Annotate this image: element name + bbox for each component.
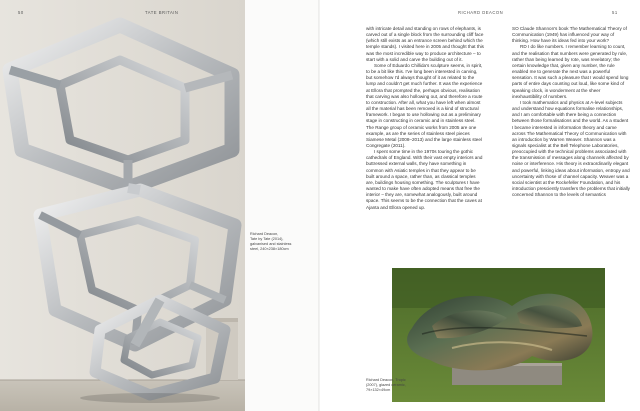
right-photo-caption [366, 378, 436, 393]
caption-line: 79×132×49cm [366, 388, 391, 392]
body-column-2 [512, 26, 630, 198]
sculpture-photo-left [0, 0, 245, 411]
caption-line: galvanised and stainless [250, 242, 292, 246]
caption-line: Richard Deacon, [250, 232, 279, 236]
paragraph: I took mathematics and physics at A-level subjects and understand how equations formalise relationships, and I am comfortable with there being a connection between those formalisations and the world. As a student I became interested in information theory and came across The Mathematical Theory of Communication with an introduction by Warren Weaver. Shannon was a signals specialist at the Bell Telephone Laboratories, preoccupied with the technical problems associated with the transmission of messages along channels affected by noise or interference. His theory is extraordinarily elegant and powerful, linking ideas about information, entropy and uncertainty with those of channel capacity. Weaver was a social scientist at the Rockefeller Foundation, and his introduction presciently transfers the problems that initially concerned Shannon to the levels of semantics [512, 99, 630, 198]
body-column-1 [366, 26, 484, 211]
left-page-number: 50 [18, 10, 24, 15]
left-photo-caption [250, 232, 314, 252]
steel-sculpture-image [0, 0, 245, 411]
paragraph: I spent some time in the 1970s touring the gothic cathedrals of England. With their vast empty interiors and buttressed external walls, they have something in common with Asiatic temples in that they appear to be built around a space, rather than, as classical temples are, buildings housing something. The sculptures I have wanted to make have often adopted means that free the interior – they are, somewhat analogously, built around space. This seems to be the connection that the caves at Ajanta and Ellora opened up. [366, 149, 483, 210]
caption-line: (2007), glazed ceramic, [366, 383, 406, 387]
caption-line: Tate by Tate (2014), [250, 237, 284, 241]
right-page-number: 51 [612, 10, 618, 15]
paragraph: Some of Eduardo Chillida's sculpture seems, in spirit, to be a bit like this. I've long been interested in carving, but somehow I'd always thought of it as related to the lump and couldn't get much further. It was the experience at Ellora that prompted the, perhaps obvious, realisation that carving was also hollowing out, and therefore a route to construction. After all, what you have left when almost all the material has been removed is a kind of structural framework. I began to use hollowing out as a preliminary stage in constructing in ceramic and in stainless steel. The Range group of ceramic works from 2005 are one example, as are the series of stainless steel pieces Siamese Metal (2008–2013) and the large stainless steel Congregate (2011). [366, 62, 483, 148]
paragraph: RD I do like numbers. I remember learning to count, and the realisation that numbers were generated by rule, rather than being learned by rote, was revelatory; the certain knowledge that, given any number, the rule enabled me to generate the next was a powerful sensation. It was such a pleasure that I would spend long parts of entire days counting out loud, like some kind of speaking clock, in wonderment at the sheer inexhaustibility of numbers. [512, 44, 629, 99]
paragraph: with intricate detail and standing on rows of elephants, is carved out of a single block from the surrounding cliff face (which still exists as an entrance screen behind which the temple stands). I visited here in 2005 and thought that this was the most incredible way to produce architecture – to start with a solid and carve the building out of it. [366, 26, 484, 62]
right-running-head: RICHARD DEACON [458, 10, 504, 15]
caption-line: Richard Deacon, Tropic [366, 378, 406, 382]
left-running-head: TATE BRITAIN [145, 10, 179, 15]
paragraph: SO Claude Shannon's book The Mathematical Theory of Communication (1949) has influenced your way of thinking. How have its ideas fed into your work? [512, 26, 627, 44]
caption-line: steel, 240×238×180cm [250, 247, 289, 251]
